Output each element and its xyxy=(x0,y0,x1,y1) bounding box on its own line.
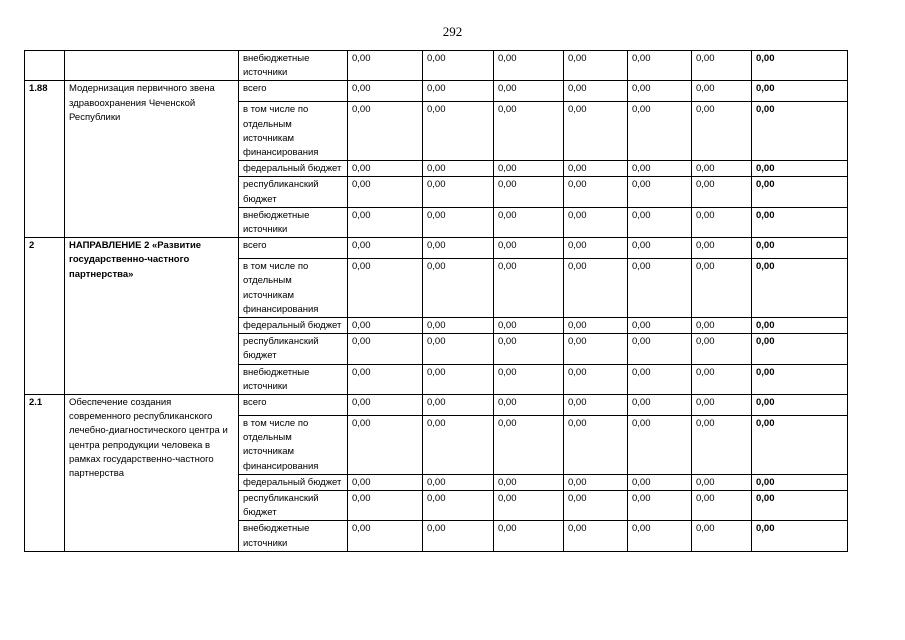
value-cell: 0,00 xyxy=(628,395,692,416)
value-cell: 0,00 xyxy=(494,51,564,81)
value-cell: 0,00 xyxy=(494,395,564,416)
total-value-cell: 0,00 xyxy=(752,238,848,259)
funding-source: в том числе по отдельным источникам финансирования xyxy=(239,102,348,161)
value-cell: 0,00 xyxy=(692,364,752,394)
total-value-cell: 0,00 xyxy=(752,491,848,521)
funding-source: республиканский бюджет xyxy=(239,334,348,364)
table-row xyxy=(25,81,848,102)
value-cell: 0,00 xyxy=(494,102,564,161)
value-cell: 0,00 xyxy=(628,416,692,475)
value-cell: 0,00 xyxy=(423,395,494,416)
funding-source: внебюджетные источники xyxy=(239,51,348,81)
row-title: НАПРАВЛЕНИЕ 2 «Развитие государственно-частного партнерства» xyxy=(65,238,239,395)
value-cell: 0,00 xyxy=(494,177,564,207)
total-value-cell: 0,00 xyxy=(752,102,848,161)
value-cell: 0,00 xyxy=(564,259,628,318)
table-row xyxy=(25,238,848,259)
value-cell: 0,00 xyxy=(494,161,564,177)
table-row xyxy=(25,51,848,81)
value-cell: 0,00 xyxy=(348,259,423,318)
total-value-cell: 0,00 xyxy=(752,334,848,364)
value-cell: 0,00 xyxy=(348,238,423,259)
total-value-cell: 0,00 xyxy=(752,318,848,334)
value-cell: 0,00 xyxy=(423,364,494,394)
funding-source: всего xyxy=(239,81,348,102)
row-code: 2.1 xyxy=(25,395,65,552)
page-number: 292 xyxy=(442,24,463,39)
value-cell: 0,00 xyxy=(692,102,752,161)
total-value-cell: 0,00 xyxy=(752,474,848,490)
funding-source: всего xyxy=(239,395,348,416)
value-cell: 0,00 xyxy=(564,177,628,207)
value-cell: 0,00 xyxy=(692,395,752,416)
value-cell: 0,00 xyxy=(348,81,423,102)
row-code xyxy=(25,51,65,81)
value-cell: 0,00 xyxy=(423,259,494,318)
value-cell: 0,00 xyxy=(348,334,423,364)
value-cell: 0,00 xyxy=(348,51,423,81)
total-value-cell: 0,00 xyxy=(752,207,848,237)
funding-source: федеральный бюджет xyxy=(239,318,348,334)
total-value-cell: 0,00 xyxy=(752,416,848,475)
value-cell: 0,00 xyxy=(564,81,628,102)
row-title: Обеспечение создания современного республиканского лечебно-диагностического центра и центра репродукции человека в рамках государственно-частного партнерства xyxy=(65,395,239,552)
value-cell: 0,00 xyxy=(423,334,494,364)
value-cell: 0,00 xyxy=(564,521,628,551)
value-cell: 0,00 xyxy=(423,238,494,259)
value-cell: 0,00 xyxy=(692,521,752,551)
value-cell: 0,00 xyxy=(494,416,564,475)
value-cell: 0,00 xyxy=(628,491,692,521)
funding-source: республиканский бюджет xyxy=(239,177,348,207)
value-cell: 0,00 xyxy=(423,161,494,177)
funding-source: внебюджетные источники xyxy=(239,364,348,394)
value-cell: 0,00 xyxy=(628,51,692,81)
value-cell: 0,00 xyxy=(348,395,423,416)
funding-source: федеральный бюджет xyxy=(239,161,348,177)
total-value-cell: 0,00 xyxy=(752,259,848,318)
value-cell: 0,00 xyxy=(494,81,564,102)
value-cell: 0,00 xyxy=(423,491,494,521)
value-cell: 0,00 xyxy=(628,81,692,102)
value-cell: 0,00 xyxy=(494,318,564,334)
value-cell: 0,00 xyxy=(494,207,564,237)
value-cell: 0,00 xyxy=(564,491,628,521)
value-cell: 0,00 xyxy=(423,102,494,161)
value-cell: 0,00 xyxy=(692,318,752,334)
funding-source: всего xyxy=(239,238,348,259)
total-value-cell: 0,00 xyxy=(752,51,848,81)
table-row xyxy=(25,395,848,416)
value-cell: 0,00 xyxy=(494,238,564,259)
row-code: 2 xyxy=(25,238,65,395)
value-cell: 0,00 xyxy=(494,334,564,364)
value-cell: 0,00 xyxy=(348,161,423,177)
total-value-cell: 0,00 xyxy=(752,177,848,207)
value-cell: 0,00 xyxy=(564,161,628,177)
value-cell: 0,00 xyxy=(564,364,628,394)
value-cell: 0,00 xyxy=(423,521,494,551)
value-cell: 0,00 xyxy=(348,491,423,521)
value-cell: 0,00 xyxy=(423,474,494,490)
funding-source: внебюджетные источники xyxy=(239,207,348,237)
value-cell: 0,00 xyxy=(348,102,423,161)
value-cell: 0,00 xyxy=(494,474,564,490)
funding-source: в том числе по отдельным источникам финансирования xyxy=(239,416,348,475)
value-cell: 0,00 xyxy=(348,474,423,490)
row-code: 1.88 xyxy=(25,81,65,238)
value-cell: 0,00 xyxy=(628,474,692,490)
value-cell: 0,00 xyxy=(628,364,692,394)
funding-table xyxy=(24,50,848,552)
value-cell: 0,00 xyxy=(423,51,494,81)
funding-source: республиканский бюджет xyxy=(239,491,348,521)
value-cell: 0,00 xyxy=(692,491,752,521)
value-cell: 0,00 xyxy=(423,207,494,237)
total-value-cell: 0,00 xyxy=(752,521,848,551)
value-cell: 0,00 xyxy=(628,238,692,259)
value-cell: 0,00 xyxy=(564,395,628,416)
value-cell: 0,00 xyxy=(628,102,692,161)
value-cell: 0,00 xyxy=(423,416,494,475)
value-cell: 0,00 xyxy=(564,238,628,259)
value-cell: 0,00 xyxy=(692,416,752,475)
funding-source: в том числе по отдельным источникам финансирования xyxy=(239,259,348,318)
value-cell: 0,00 xyxy=(692,238,752,259)
value-cell: 0,00 xyxy=(423,177,494,207)
value-cell: 0,00 xyxy=(628,161,692,177)
funding-source: внебюджетные источники xyxy=(239,521,348,551)
value-cell: 0,00 xyxy=(348,521,423,551)
value-cell: 0,00 xyxy=(628,259,692,318)
value-cell: 0,00 xyxy=(494,491,564,521)
value-cell: 0,00 xyxy=(494,364,564,394)
value-cell: 0,00 xyxy=(628,207,692,237)
value-cell: 0,00 xyxy=(628,334,692,364)
value-cell: 0,00 xyxy=(692,161,752,177)
funding-source: федеральный бюджет xyxy=(239,474,348,490)
value-cell: 0,00 xyxy=(692,474,752,490)
value-cell: 0,00 xyxy=(564,416,628,475)
value-cell: 0,00 xyxy=(423,318,494,334)
value-cell: 0,00 xyxy=(692,207,752,237)
table-body xyxy=(25,51,848,552)
value-cell: 0,00 xyxy=(348,318,423,334)
total-value-cell: 0,00 xyxy=(752,81,848,102)
row-title: Модернизация первичного звена здравоохранения Чеченской Республики xyxy=(65,81,239,238)
value-cell: 0,00 xyxy=(564,334,628,364)
value-cell: 0,00 xyxy=(692,334,752,364)
value-cell: 0,00 xyxy=(564,207,628,237)
value-cell: 0,00 xyxy=(692,81,752,102)
value-cell: 0,00 xyxy=(564,474,628,490)
value-cell: 0,00 xyxy=(348,416,423,475)
value-cell: 0,00 xyxy=(692,259,752,318)
value-cell: 0,00 xyxy=(564,318,628,334)
value-cell: 0,00 xyxy=(348,177,423,207)
total-value-cell: 0,00 xyxy=(752,395,848,416)
value-cell: 0,00 xyxy=(494,259,564,318)
value-cell: 0,00 xyxy=(348,364,423,394)
value-cell: 0,00 xyxy=(564,102,628,161)
total-value-cell: 0,00 xyxy=(752,161,848,177)
value-cell: 0,00 xyxy=(628,521,692,551)
value-cell: 0,00 xyxy=(564,51,628,81)
value-cell: 0,00 xyxy=(423,81,494,102)
value-cell: 0,00 xyxy=(628,177,692,207)
value-cell: 0,00 xyxy=(348,207,423,237)
total-value-cell: 0,00 xyxy=(752,364,848,394)
value-cell: 0,00 xyxy=(628,318,692,334)
value-cell: 0,00 xyxy=(494,521,564,551)
value-cell: 0,00 xyxy=(692,177,752,207)
value-cell: 0,00 xyxy=(692,51,752,81)
row-title xyxy=(65,51,239,81)
